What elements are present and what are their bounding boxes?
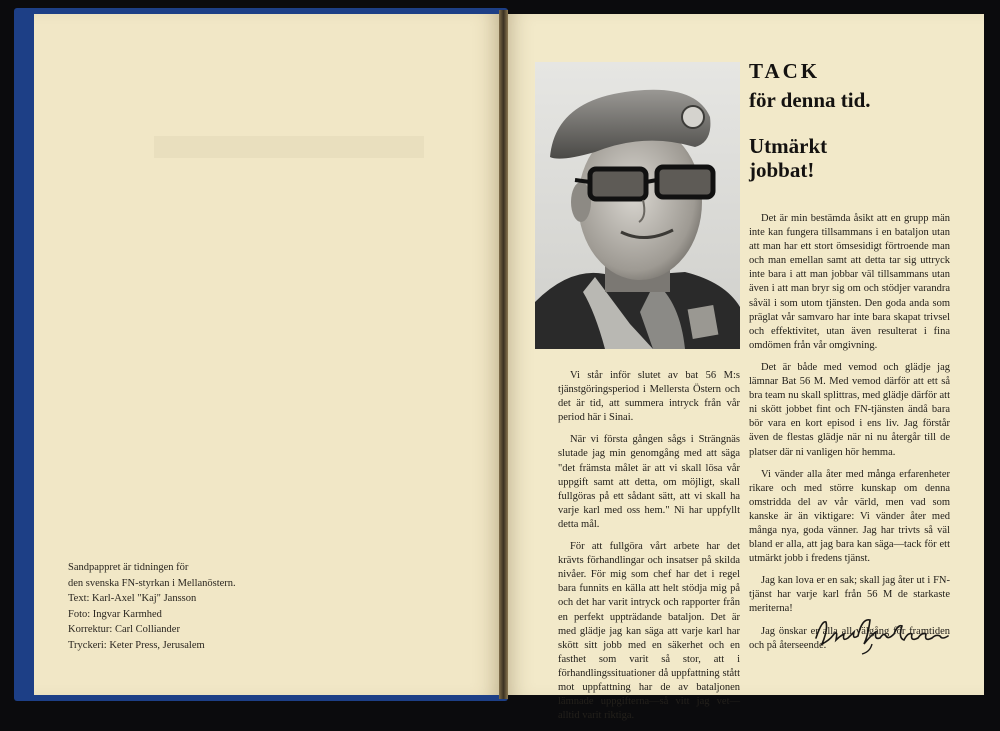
article-left-column bbox=[558, 369, 740, 731]
headline-tack: TACK bbox=[749, 59, 821, 83]
paragraph: För att fullgöra vårt arbete har det krävts förhandlingar och insatser på skilda nivåer. För mig som chef har det i regel bara funnits en källa att helt stödja mig på och det har varit intryck och rapporter från en perfekt uppträdande bataljon. Det är med glädje jag kan säga att varje karl har skött sitt jobb med en säkerhet och en fasthet som varit så stor, att i förhandlingssituationer då uppfattning stått mot uppfattning har de av bataljonen lämnade uppgifterna—så vitt jag vet—alltid varit riktiga. bbox=[558, 541, 740, 722]
paragraph: Jag önskar er alla all välgång för framtiden och på återseende. bbox=[749, 625, 950, 651]
colophon-line: Foto: Ingvar Karmhed bbox=[68, 608, 162, 620]
paragraph: Vi står inför slutet av bat 56 M:s tjänstgöringsperiod i Mellersta Östern och det är tid, att summera intryck från vår period här i Sinai. bbox=[558, 370, 740, 424]
headline-subtitle: för denna tid. bbox=[749, 88, 871, 112]
colophon-line: Tryckeri: Keter Press, Jerusalem bbox=[68, 639, 205, 651]
colophon-line: Text: Karl-Axel "Kaj" Jansson bbox=[68, 593, 197, 605]
book-gutter bbox=[499, 10, 508, 699]
paragraph: Vi vänder alla åter med många erfarenheter rikare och med större kunskap om denna omstridda del av vår värld, men vad som kanske är än viktigare: Vi vänder åter med många nya, goda vänner. Jag har trivts så väl bland er alla, att jag bara kan säga—tack för ett utmärkt jobb i fredens tjänst. bbox=[749, 468, 950, 565]
paragraph: När vi första gången sågs i Strängnäs slutade jag min genomgång med att säga "det främsta målet är att vi skall lösa vår uppgift samt att detta, om möjligt, skall fullgöras på ett sådant sätt, att vi skall ha varje karl med oss hem." Ni har uppfyllt detta mål. bbox=[558, 434, 740, 530]
colophon-line: den svenska FN-styrkan i Mellanöstern. bbox=[68, 577, 236, 589]
article-right-column bbox=[749, 212, 950, 661]
headline bbox=[749, 58, 969, 182]
show-through-text bbox=[154, 132, 424, 162]
colophon-line: Korrektur: Carl Colliander bbox=[68, 624, 180, 636]
paragraph: Jag kan lova er en sak; skall jag åter ut i FN-tjänst har varje karl från 56 M de starkaste meriterna! bbox=[749, 575, 950, 615]
colophon-line: Sandpappret är tidningen för bbox=[68, 562, 189, 573]
headline-utmarkt: Utmärkt jobbat! bbox=[749, 134, 828, 182]
handwritten-signature bbox=[812, 610, 952, 658]
portrait-photo bbox=[535, 62, 740, 349]
paragraph: Det är min bestämda åsikt att en grupp män inte kan fungera tillsammans i en bataljon utan att man har ett stort ömsesidigt förtroende man och man emellan samt att detta tar sig uttryck inte bara i att man jobbar väl tillsammans utan även i att man bryr sig om och stödjer varandra såväl i som utom tjänsten. Den goda anda som präglat vår samvaro har inte bara skapat trivsel och effektivitet, utan även resulterat i fina omdömen från vår omgivning. bbox=[749, 213, 950, 351]
paragraph: Det är både med vemod och glädje jag lämnar Bat 56 M. Med vemod därför att ett så bra team nu skall splittras, med glädje därför att ni skött jobbet fint och FN-tjänsten ändå bara bör vara en kort episod i ens liv. Jag förstår även de flestas glädje när ni nu återgår till de platser där ni vanligen hör hemma. bbox=[749, 361, 950, 458]
colophon bbox=[68, 560, 368, 654]
